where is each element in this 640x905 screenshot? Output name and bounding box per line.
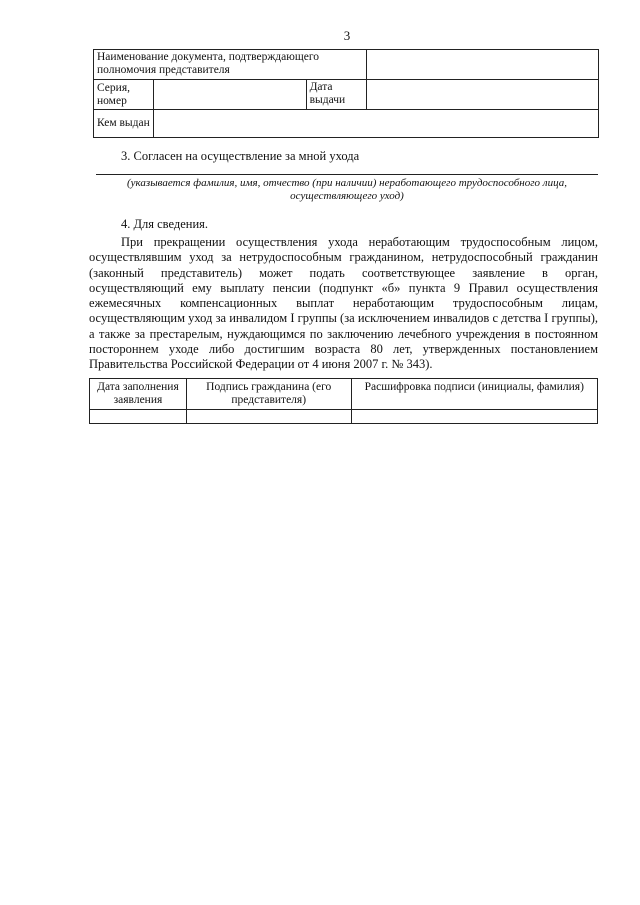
- signature-table: [89, 378, 598, 424]
- fill-date-field[interactable]: [90, 410, 187, 424]
- signature-decoding-field[interactable]: [351, 410, 597, 424]
- section-4-heading: 4. Для сведения.: [121, 217, 209, 231]
- signature-field[interactable]: [186, 410, 351, 424]
- issued-by-label: Кем выдан: [94, 110, 154, 138]
- series-number-field[interactable]: [153, 80, 306, 110]
- issue-date-field[interactable]: [366, 80, 598, 110]
- signature-header: Подпись гражданина (его представителя): [186, 379, 351, 410]
- signature-decoding-header: Расшифровка подписи (инициалы, фамилия): [351, 379, 597, 410]
- doc-name-label: Наименование документа, подтверждающего полномочия представителя: [94, 50, 367, 80]
- issued-by-field[interactable]: [153, 110, 598, 138]
- section-4-body: При прекращении осуществления ухода неработающим трудоспособным лицом, осуществлявшим уход за нетрудоспособным гражданином, нетрудоспособный гражданин (законный представитель) может подать соответствующее заявление в орган, осуществляющий ему выплату пенсии (подпункт «б» пункта 9 Правил осуществления ежемесячных компенсационных выплат неработающим трудоспособным лицам, осуществляющим уход за инвалидом I группы (за исключением инвалидов с детства I группы), а также за престарелым, нуждающимся по заключению лечебного учреждения в постоянном постороннем уходе либо достигшим возраста 80 лет, утвержденных постановлением Правительства Российской Федерации от 4 июня 2007 г. № 343).: [89, 235, 598, 372]
- caregiver-name-line[interactable]: [96, 174, 598, 175]
- series-number-label: Серия, номер: [94, 80, 154, 110]
- issue-date-label: Дата выдачи: [306, 80, 366, 110]
- doc-name-field[interactable]: [366, 50, 598, 80]
- caregiver-name-hint: (указывается фамилия, имя, отчество (при наличии) неработающего трудоспособного лица, осуществляющего уход): [127, 177, 567, 202]
- page-number: 3: [343, 28, 351, 43]
- fill-date-header: Дата заполнения заявления: [90, 379, 187, 410]
- section-3-consent: 3. Согласен на осуществление за мной ухода: [121, 149, 360, 163]
- representative-document-table: [93, 49, 599, 138]
